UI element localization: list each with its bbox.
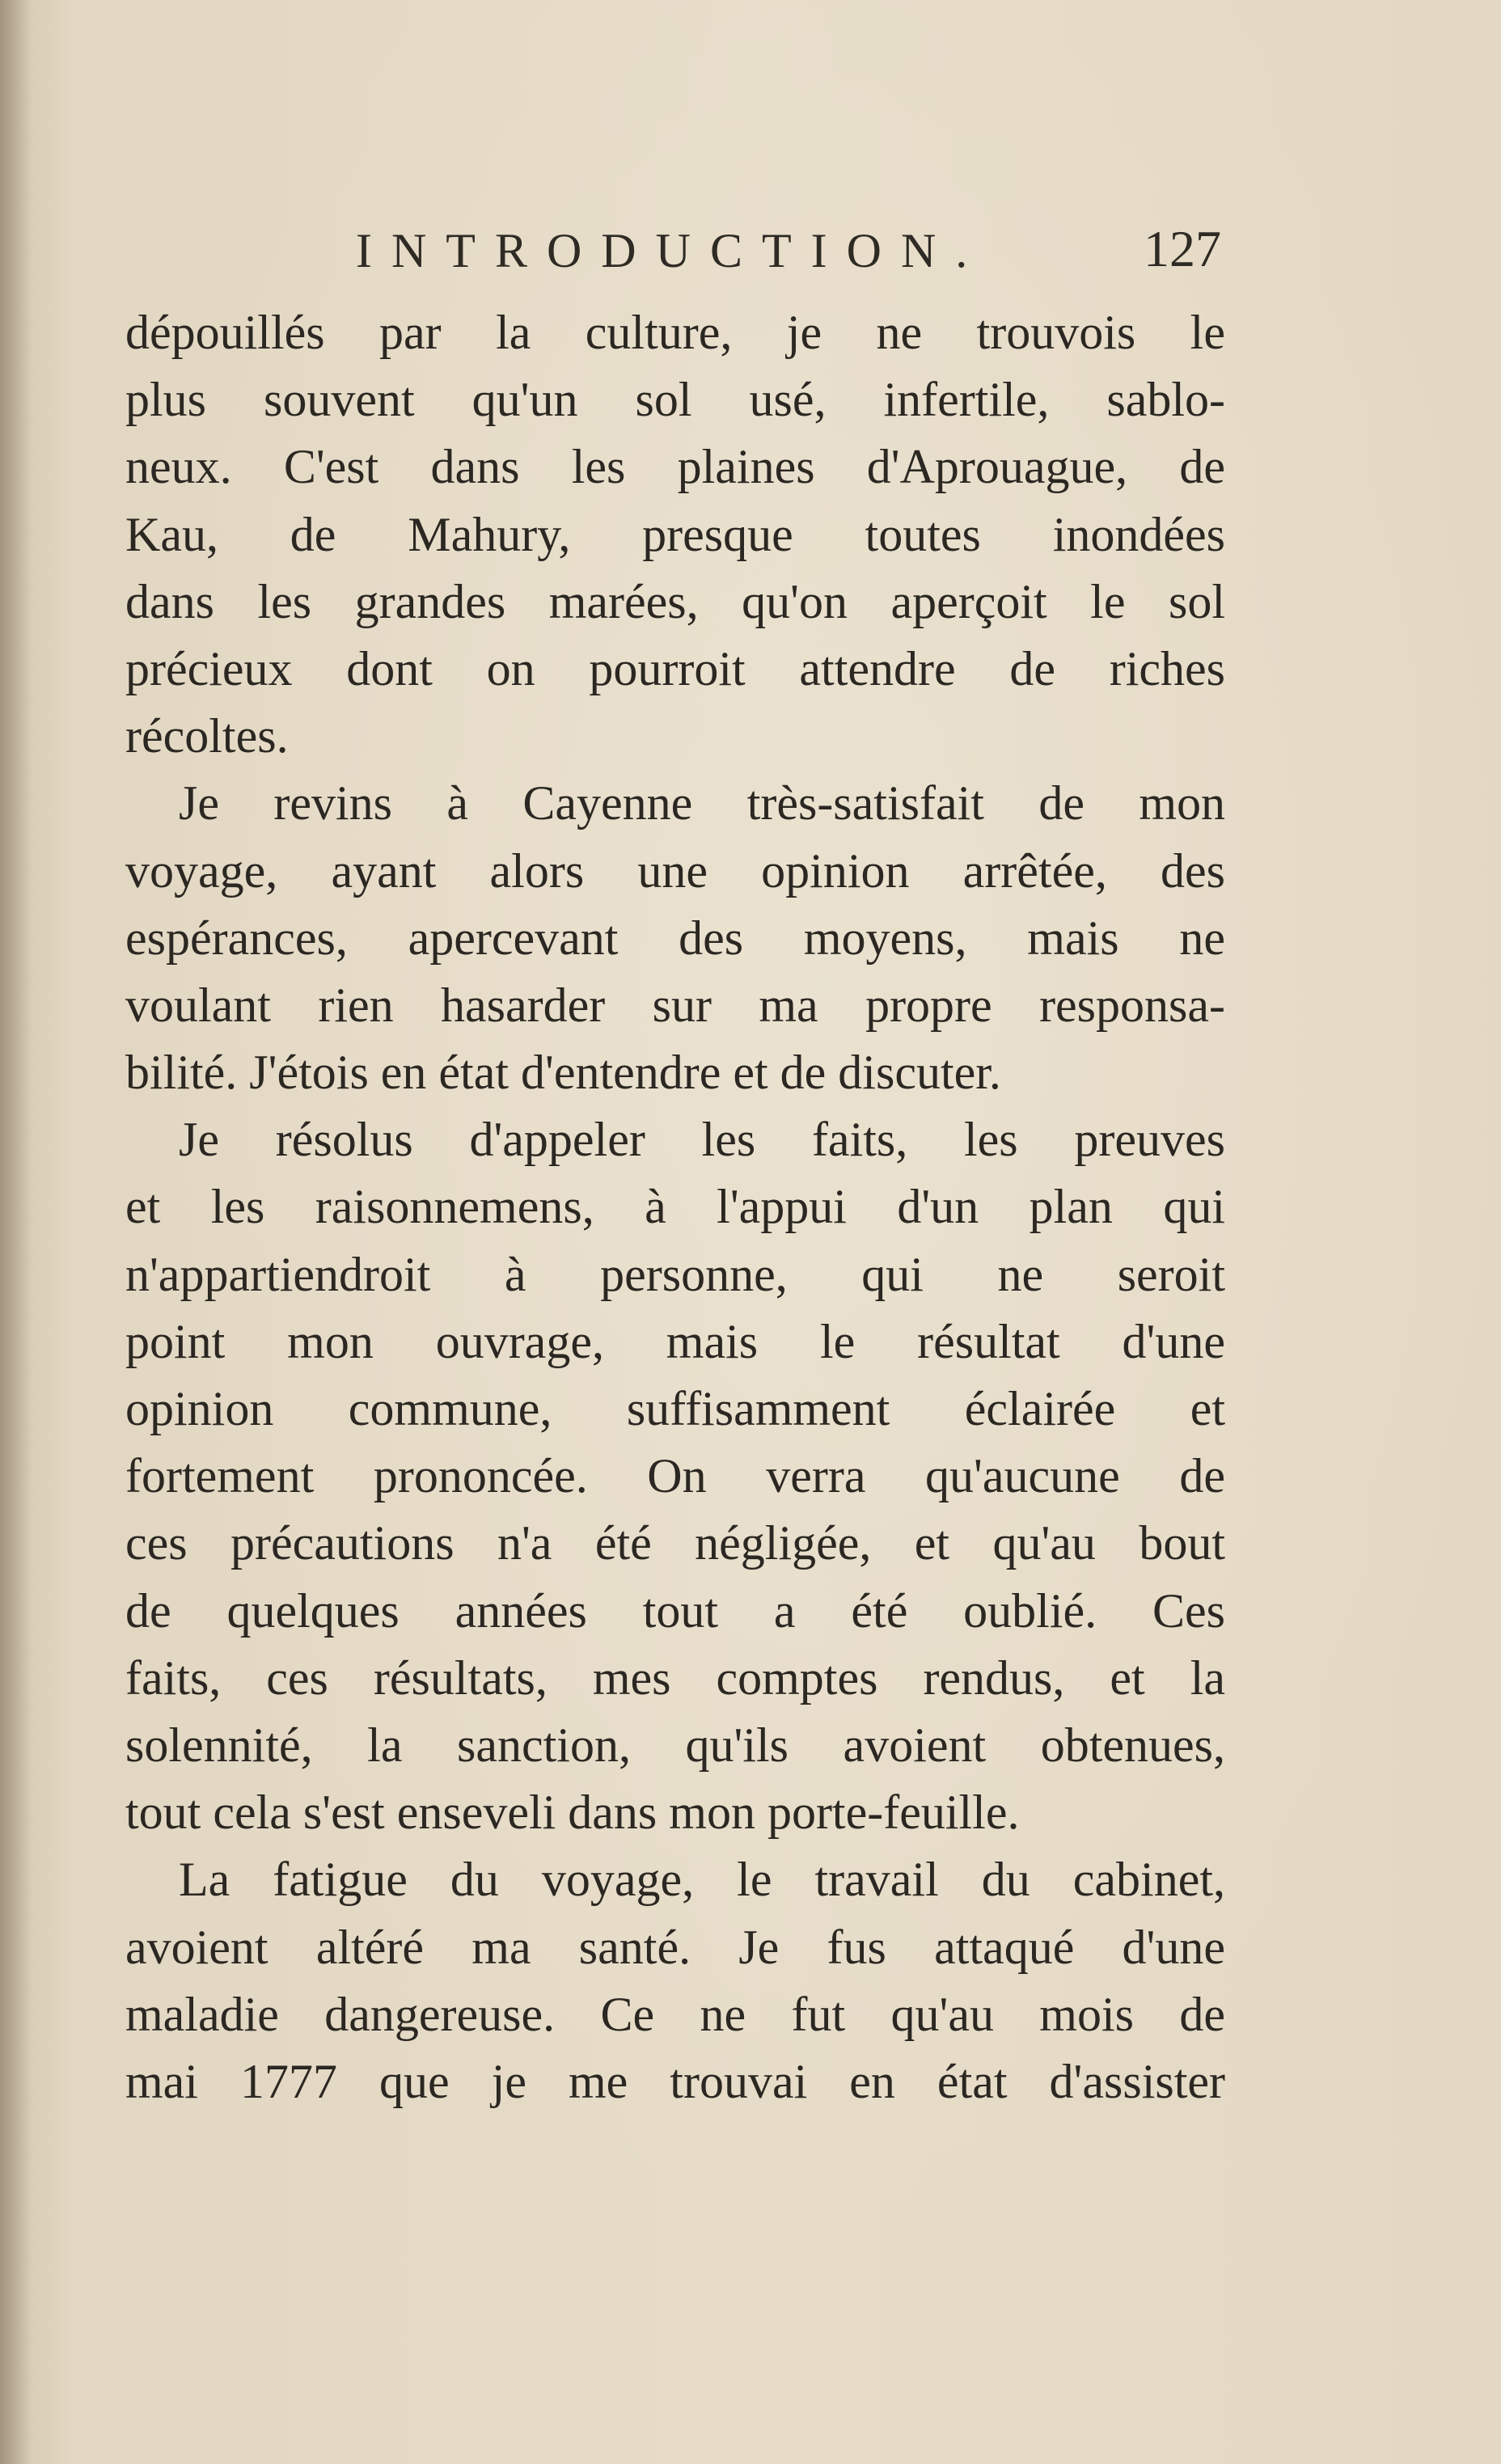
text-line: Kau, de Mahury, presque toutes inondées bbox=[125, 507, 1225, 561]
text-line: point mon ouvrage, mais le résultat d'une bbox=[125, 1314, 1225, 1368]
text-line: espérances, apercevant des moyens, mais ne bbox=[125, 911, 1225, 965]
text-line: tout cela s'est enseveli dans mon porte-feuille. bbox=[125, 1786, 1020, 1840]
text-line: voyage, ayant alors une opinion arrêtée, des bbox=[125, 843, 1225, 898]
text-line: avoient altéré ma santé. Je fus attaqué d'une bbox=[125, 1920, 1225, 1974]
body-text bbox=[125, 299, 1225, 2115]
text-line: fortement prononcée. On verra qu'aucune de bbox=[125, 1449, 1225, 1503]
text-line: Je revins à Cayenne très-satisfait de mon bbox=[179, 776, 1225, 830]
text-line: n'appartiendroit à personne, qui ne seroit bbox=[125, 1247, 1225, 1301]
text-line: récoltes. bbox=[125, 709, 289, 763]
binding-shadow bbox=[0, 0, 32, 2464]
text-line: neux. C'est dans les plaines d'Aprouague, de bbox=[125, 440, 1225, 494]
text-line: solennité, la sanction, qu'ils avoient obtenues, bbox=[125, 1718, 1225, 1772]
text-line: opinion commune, suffisamment éclairée et bbox=[125, 1382, 1225, 1435]
text-line: faits, ces résultats, mes comptes rendus, et la bbox=[125, 1650, 1225, 1705]
text-line: La fatigue du voyage, le travail du cabinet, bbox=[179, 1853, 1225, 1907]
text-line: plus souvent qu'un sol usé, infertile, sablo- bbox=[125, 373, 1225, 427]
text-line: voulant rien hasarder sur ma propre responsa- bbox=[125, 978, 1225, 1032]
text-line: mai 1777 que je me trouvai en état d'assister bbox=[125, 2054, 1225, 2108]
text-line: dépouillés par la culture, je ne trouvois le bbox=[125, 306, 1225, 359]
text-line: maladie dangereuse. Ce ne fut qu'au mois de bbox=[125, 1987, 1225, 2041]
running-head bbox=[121, 218, 1237, 291]
text-line: précieux dont on pourroit attendre de riches bbox=[125, 641, 1225, 695]
text-line: bilité. J'étois en état d'entendre et de discuter. bbox=[125, 1046, 1001, 1100]
text-line: de quelques années tout a été oublié. Ces bbox=[125, 1583, 1225, 1638]
running-title: INTRODUCTION. bbox=[356, 224, 987, 277]
page-number: 127 bbox=[1144, 220, 1221, 277]
text-line: Je résolus d'appeler les faits, les preuves bbox=[179, 1113, 1225, 1167]
text-line: dans les grandes marées, qu'on aperçoit le sol bbox=[125, 574, 1225, 628]
text-line: ces précautions n'a été négligée, et qu'au bout bbox=[125, 1516, 1225, 1570]
text-line: et les raisonnemens, à l'appui d'un plan qui bbox=[125, 1180, 1225, 1234]
